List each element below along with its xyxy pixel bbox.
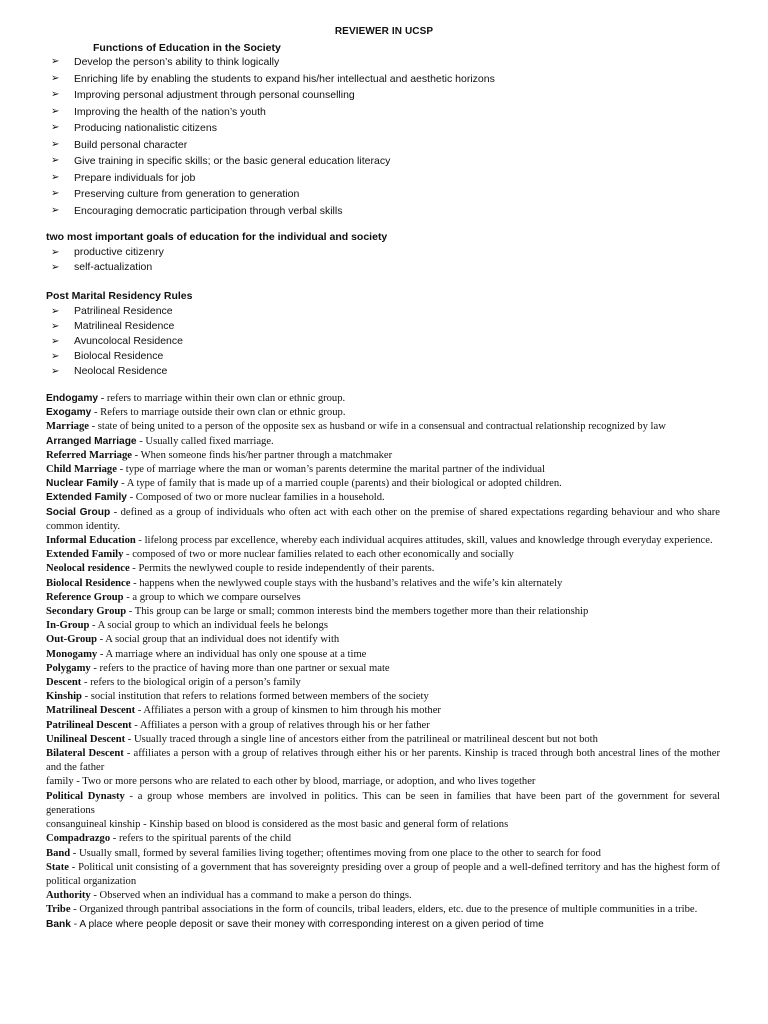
list-item: ➢ Neolocal Residence (51, 365, 168, 377)
document-title: REVIEWER IN UCSP (334, 26, 434, 37)
definition-child-marriage (46, 463, 720, 477)
list-item: ➢ Encouraging democratic participation through verbal skills (0, 203, 495, 220)
arrow-bullet-icon: ➢ (51, 262, 60, 273)
definition-polygamy (46, 662, 720, 676)
definition-informal-education (46, 534, 720, 548)
list-item: ➢ Matrilineal Residence (51, 320, 175, 332)
residency-list (0, 304, 183, 379)
definition-secondary-group (46, 605, 720, 619)
definition-text: - Organized through pantribal associations in the form of councils, tribal leaders, elders, etc. due to the presence of multiple communities in a tribe. (70, 904, 698, 916)
definition-term: Arranged Marriage (46, 435, 137, 447)
definition-term: In-Group (46, 620, 90, 632)
arrow-bullet-icon: ➢ (51, 122, 60, 133)
definition-text: - A social group that an individual does not identify with (97, 634, 340, 646)
definition-term: Extended Family (46, 492, 127, 504)
arrow-bullet-icon: ➢ (51, 247, 60, 258)
definition-text: - refers to the biological origin of a person’s family (81, 677, 301, 689)
definition-text: - social institution that refers to relations formed between members of the society (81, 691, 429, 703)
definition-term: Political Dynasty (46, 790, 125, 802)
arrow-bullet-icon: ➢ (51, 72, 60, 84)
definition-text: family - Two or more persons who are related to each other by blood, marriage, or adoption, and who lives together (46, 776, 536, 788)
definition-text: - Refers to marriage outside their own clan or ethnic group. (91, 407, 346, 419)
arrow-bullet-icon: ➢ (51, 336, 60, 347)
definition-text: - a group whose members are involved in politics. This can be seen in families that have been part of the government for several generations (46, 790, 720, 816)
definition-text: - composed of two or more nuclear families related to each other economically and socially (123, 549, 514, 561)
definition-arranged-marriage (46, 435, 720, 449)
definition-text: - When someone finds his/her partner through a matchmaker (131, 449, 393, 461)
arrow-bullet-icon: ➢ (51, 89, 60, 100)
definition-term: Kinship (46, 691, 82, 703)
list-item: ➢ Improving personal adjustment through personal counselling (0, 87, 495, 104)
definition-text: - Affiliates a person with a group of relatives through his or her father (131, 719, 430, 731)
definition-extended-family (46, 491, 720, 505)
arrow-bullet-icon: ➢ (51, 188, 60, 199)
list-item: ➢ self-actualization (51, 261, 153, 273)
definition-band (46, 847, 720, 861)
definition-biolocal-residence (46, 577, 720, 591)
definition-term: Matrilineal Descent (46, 705, 136, 717)
list-item: ➢ Improving the health of the nation’s youth (0, 104, 495, 121)
definition-term: Referred Marriage (46, 449, 132, 461)
definition-term: Social Group (46, 506, 111, 518)
definition-term: Secondary Group (46, 606, 127, 618)
list-item: ➢ Develop the person’s ability to think logically (0, 54, 495, 71)
definition-term: Band (46, 847, 71, 859)
definition-authority (46, 889, 720, 903)
definition-term: Polygamy (46, 662, 91, 674)
definitions-list (46, 392, 720, 932)
definition-term: Tribe (46, 904, 71, 916)
definition-term: State (46, 861, 69, 873)
arrow-bullet-icon: ➢ (51, 171, 60, 183)
definition-term: Bank (46, 918, 71, 930)
definition-term: Endogamy (46, 393, 99, 404)
section-heading-functions: Functions of Education in the Society (93, 42, 281, 54)
definition-text: - type of marriage where the man or woman’s parents determine the marital partner of the individual (116, 464, 545, 476)
definition-term: Compadrazgo (46, 833, 111, 845)
definition-consanguineal-kinship (46, 818, 720, 832)
definition-nuclear-family (46, 477, 720, 491)
definition-text: - defined as a group of individuals who often act with each other on the premise of shared expectations regarding behaviour and who share common identity. (46, 506, 720, 532)
definition-text: - state of being united to a person of the opposite sex as husband or wife in a consensual and contractual relationship recognized by law (88, 421, 666, 433)
arrow-bullet-icon: ➢ (51, 204, 60, 216)
definition-text: - affiliates a person with a group of relatives through either his or her parents. Kinship is traced through both ancestral lines of the mother and the father (46, 748, 720, 774)
definition-in-group (46, 619, 720, 633)
definition-referred-marriage (46, 449, 720, 463)
definition-text: - Political unit consisting of a government that has sovereignty presiding over a group of people and a well-defined territory and has the highest form of political organization (46, 861, 720, 887)
arrow-bullet-icon: ➢ (51, 138, 60, 150)
definition-family (46, 775, 720, 789)
definition-text: - refers to marriage within their own clan or ethnic group. (98, 393, 346, 404)
definition-kinship (46, 690, 720, 704)
definition-term: Extended Family (46, 549, 124, 561)
definition-text: - A marriage where an individual has only one spouse at a time (97, 648, 367, 660)
definition-text: consanguineal kinship - Kinship based on blood is considered as the most basic and general form of relations (46, 819, 509, 831)
arrow-bullet-icon: ➢ (51, 105, 60, 117)
definition-political-dynasty (46, 790, 720, 818)
definition-unilineal-descent (46, 733, 720, 747)
definition-endogamy (46, 392, 720, 406)
definition-term: Unilineal Descent (46, 733, 126, 745)
definition-text: - Usually traced through a single line of ancestors either from the patrilineal or matrilineal descent but not both (125, 733, 598, 745)
definition-bilateral-descent (46, 747, 720, 775)
definition-text: - refers to the spiritual parents of the child (110, 833, 292, 845)
arrow-bullet-icon: ➢ (51, 366, 60, 377)
definition-neolocal-residence (46, 562, 720, 576)
definition-term: Descent (46, 677, 82, 689)
definition-term: Biolocal Residence (46, 577, 131, 589)
definition-state (46, 861, 720, 889)
section-heading-goals: two most important goals of education for the individual and society (46, 231, 388, 243)
list-item: ➢ Biolocal Residence (51, 350, 164, 362)
definition-text: - lifelong process par excellence, whereby each individual acquires attitudes, skill, values and knowledge through everyday experience. (135, 535, 713, 547)
definition-descent (46, 676, 720, 690)
arrow-bullet-icon: ➢ (51, 306, 60, 317)
definition-text: - refers to the practice of having more than one partner or sexual mate (90, 662, 390, 674)
definition-marriage (46, 420, 720, 434)
definition-reference-group (46, 591, 720, 605)
definition-text: - Usually small, formed by several families living together; oftentimes moving from one place to the other to search for food (70, 847, 601, 859)
definition-term: Out-Group (46, 634, 98, 646)
definition-text: - Observed when an individual has a command to make a person do things. (90, 890, 412, 902)
definition-term: Reference Group (46, 591, 124, 603)
definition-term: Informal Education (46, 535, 136, 547)
list-item: ➢ Build personal character (0, 137, 495, 154)
definition-matrilineal-descent (46, 704, 720, 718)
definition-term: Marriage (46, 421, 89, 433)
definition-text: - Permits the newlywed couple to reside independently of their parents. (129, 563, 435, 575)
arrow-bullet-icon: ➢ (51, 155, 60, 166)
definition-monogamy (46, 648, 720, 662)
functions-list (0, 54, 495, 219)
list-item: ➢ Give training in specific skills; or the basic general education literacy (0, 153, 495, 170)
definition-term: Nuclear Family (46, 478, 119, 490)
arrow-bullet-icon: ➢ (51, 321, 60, 332)
list-item: ➢ Patrilineal Residence (51, 305, 173, 317)
definition-tribe (46, 903, 720, 917)
definition-text: - A place where people deposit or save their money with corresponding interest on a given period of time (70, 918, 544, 930)
definition-term: Child Marriage (46, 464, 117, 476)
definition-patrilineal-descent (46, 719, 720, 733)
definition-term: Monogamy (46, 648, 98, 660)
definition-term: Authority (46, 890, 91, 902)
list-item: ➢ Avuncolocal Residence (51, 335, 183, 347)
list-item: ➢ Producing nationalistic citizens (0, 120, 495, 137)
definition-out-group (46, 633, 720, 647)
definition-term: Patrilineal Descent (46, 719, 132, 731)
definition-text: - A social group to which an individual feels he belongs (89, 620, 328, 632)
definition-compadrazgo (46, 832, 720, 846)
section-heading-residency: Post Marital Residency Rules (46, 290, 193, 302)
definition-text: - happens when the newlywed couple stays with the husband’s relatives and the wife’s kin alternately (130, 577, 563, 589)
arrow-bullet-icon: ➢ (51, 351, 60, 362)
definition-text: - A type of family that is made up of a married couple (parents) and their biological or adopted children. (118, 478, 562, 490)
list-item: ➢ Preserving culture from generation to generation (0, 186, 495, 203)
definition-term: Neolocal residence (46, 563, 130, 575)
definition-bank (46, 918, 720, 932)
definition-text: - Affiliates a person with a group of kinsmen to him through his mother (135, 705, 441, 717)
definition-term: Bilateral Descent (46, 748, 124, 760)
goals-list (0, 245, 164, 275)
list-item: ➢ Prepare individuals for job (0, 170, 495, 187)
list-item: ➢ Enriching life by enabling the students to expand his/her intellectual and aesthetic horizons (0, 71, 495, 88)
list-item: ➢ productive citizenry (51, 246, 164, 258)
definition-term: Exogamy (46, 407, 92, 419)
definition-text: - a group to which we compare ourselves (123, 591, 301, 603)
definition-text: - Usually called fixed marriage. (136, 435, 274, 447)
definition-text: - Composed of two or more nuclear families in a household. (126, 492, 385, 504)
definition-extended-family-2 (46, 548, 720, 562)
definition-social-group (46, 506, 720, 534)
definition-exogamy (46, 406, 720, 420)
arrow-bullet-icon: ➢ (51, 56, 60, 67)
definition-text: - This group can be large or small; common interests bind the members together more than their relationship (126, 606, 589, 618)
